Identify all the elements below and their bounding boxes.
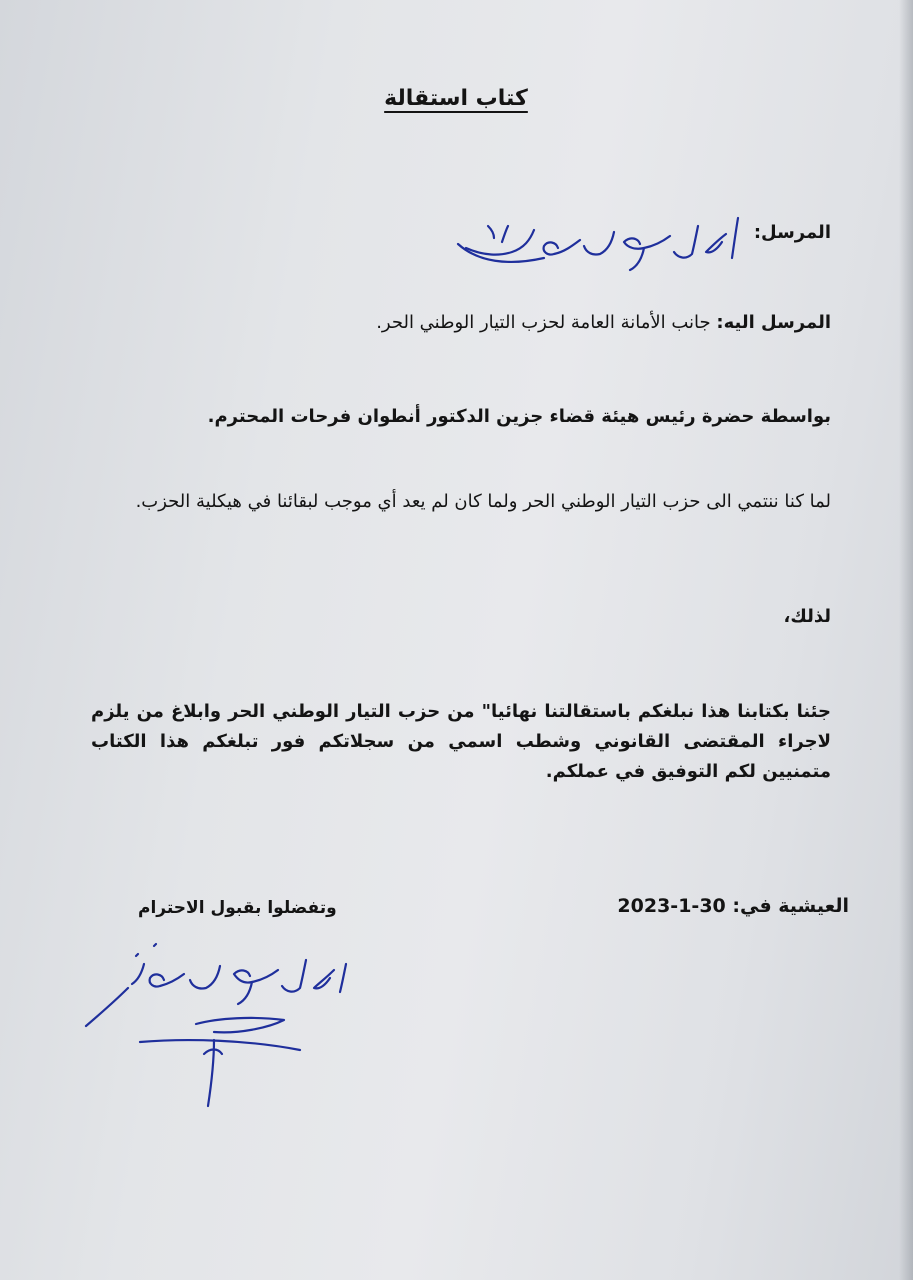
- body-paragraph-1: لما كنا ننتمي الى حزب التيار الوطني الحر ولما كان لم يعد أي موجب لبقائنا في هيكلية الحزب.: [135, 491, 831, 512]
- via-line: بواسطة حضرة رئيس هيئة قضاء جزين الدكتور أنطوان فرحات المحترم.: [207, 406, 831, 427]
- letter-title: كتاب استقالة: [384, 86, 528, 111]
- recipient-text: جانب الأمانة العامة لحزب التيار الوطني الحر.: [376, 312, 711, 333]
- closing-line: وتفضلوا بقبول الاحترام: [138, 898, 337, 918]
- sender-label: المرسل:: [753, 222, 831, 243]
- body-paragraph-2: جئنا بكتابنا هذا نبلغكم باستقالتنا نهائيا" من حزب التيار الوطني الحر وابلاغ من يلزم لاجراء المقتضى القانوني وشطب اسمي من سجلاتكم فور تبلغكم هذا الكتاب متمنيين لكم التوفيق في عملكم.: [91, 701, 831, 782]
- recipient-label: المرسل اليه:: [716, 312, 831, 333]
- therefore-line: لذلك،: [783, 606, 831, 627]
- recipient-line: [91, 312, 831, 333]
- signer-signature: [78, 930, 378, 1120]
- sender-signature: [448, 196, 748, 286]
- date-line: العيشية في: 30-1-2023: [617, 895, 849, 917]
